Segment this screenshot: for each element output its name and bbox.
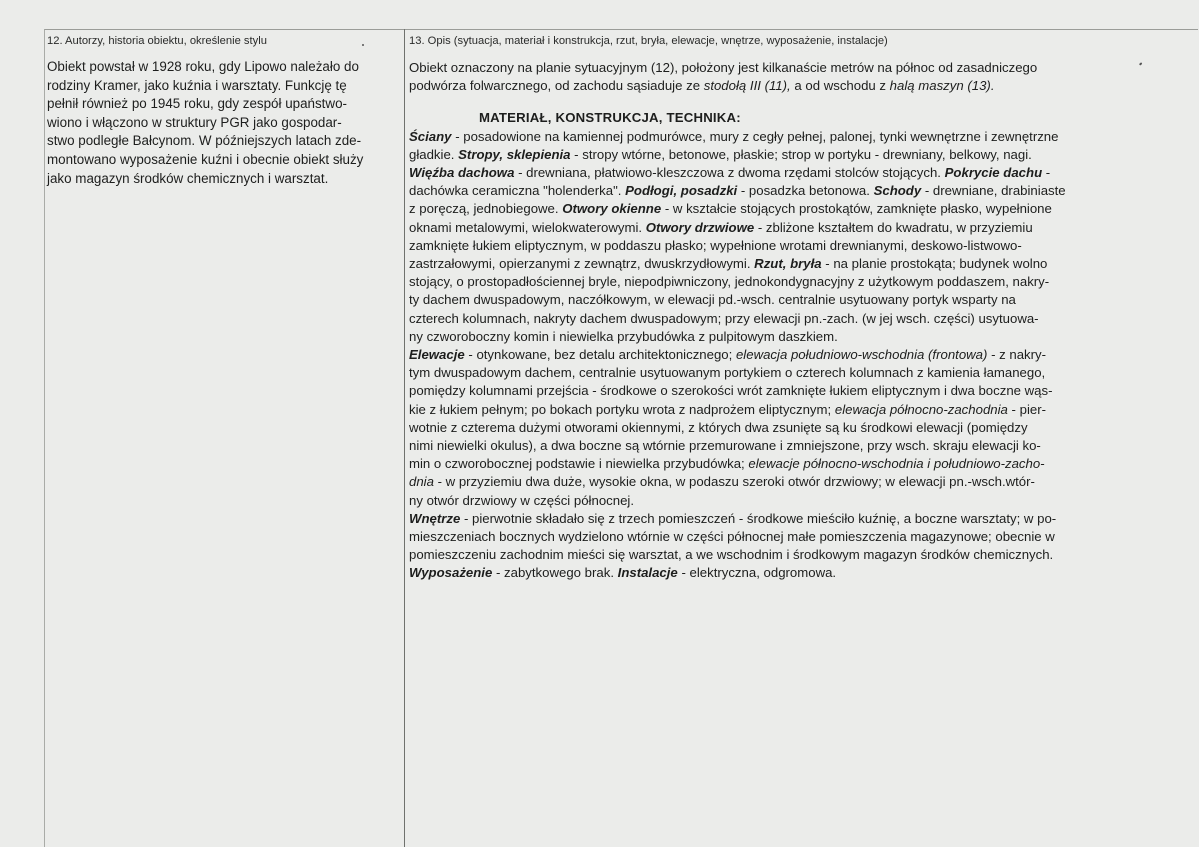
text-run: min o czworobocznej podstawie i niewielka przybudówka; xyxy=(409,456,749,472)
text-line xyxy=(409,364,1147,382)
subsection-label: Otwory drzwiowe xyxy=(645,219,755,235)
text-line xyxy=(409,128,1147,146)
text-run: stojący, o prostopadłościennej bryle, niepodpiwniczony, jednokondygnacyjny z użytkowym poddaszem, nakry- xyxy=(409,274,1050,290)
text-run: z poręczą, jednobiegowe. xyxy=(409,201,563,217)
history-text xyxy=(47,58,401,188)
text-line xyxy=(409,255,1147,273)
text-run: - otynkowane, bez detalu architektonicznego; xyxy=(464,347,736,363)
text-run: - pier- xyxy=(1007,401,1046,417)
text-run: - zabytkowego brak. xyxy=(492,565,618,581)
text-run: - drewniane, drabiniaste xyxy=(921,183,1066,199)
text-run: - w kształcie stojących prostokątów, zamknięte płasko, wypełnione xyxy=(661,201,1052,217)
text-run: mieszczeniach bocznych wydzielono wtórnie w części północnej małe pomieszczenia magazynowe; obecnie w xyxy=(409,529,1055,545)
text-line xyxy=(409,219,1147,237)
text-line xyxy=(409,473,1147,491)
text-line xyxy=(409,77,1147,95)
subsection-label: Stropy, sklepienia xyxy=(458,146,571,162)
italic-text: elewacja północno-zachodnia xyxy=(834,401,1008,417)
text-line: montowano wyposażenie kuźni i obecnie obiekt służy xyxy=(47,151,364,167)
text-line xyxy=(409,273,1147,291)
text-run: - pierwotnie składało się z trzech pomieszczeń - środkowe mieściło kuźnię, a boczne warsztaty; w po- xyxy=(460,510,1057,526)
text-line: wiono i włączono w struktury PGR jako gospodar- xyxy=(47,114,342,130)
text-line xyxy=(409,164,1147,182)
text-line xyxy=(409,455,1147,473)
text-line xyxy=(409,546,1147,564)
subsection-label: Otwory okienne xyxy=(562,201,662,217)
text-run: zastrzałowymi, opierzanymi z zewnątrz, dwuskrzydłowymi. xyxy=(409,256,755,272)
text-run: - posadzka betonowa. xyxy=(737,183,874,199)
italic-text: dnia xyxy=(409,474,434,490)
text-run: - elektryczna, odgromowa. xyxy=(677,565,837,581)
text-line xyxy=(409,564,1147,582)
subsection-label: Podłogi, posadzki xyxy=(625,183,738,199)
text-run: podwórza folwarcznego, od zachodu sąsiaduje ze xyxy=(409,78,704,94)
text-line: pełnił również po 1945 roku, gdy zespół upaństwo- xyxy=(47,96,347,112)
text-run: kie z łukiem pełnym; po bokach portyku wrota z nadprożem eliptycznym; xyxy=(409,401,835,417)
subsection-label: Ściany xyxy=(409,128,452,144)
italic-text: halą maszyn (13). xyxy=(889,78,995,94)
description-section xyxy=(409,33,1147,583)
text-line xyxy=(409,510,1147,528)
history-heading: 12. Autorzy, historia obiektu, określenie stylu xyxy=(47,35,267,47)
construction-details-text xyxy=(409,128,1147,583)
text-line xyxy=(409,492,1147,510)
text-run: wotnie z czterema dużymi otworami okiennymi, z których dwa zsunięte są ku środkowi elewacji (pomiędzy xyxy=(409,419,1028,435)
text-run: ty dachem dwuspadowym, naczółkowym, w elewacji pd.-wsch. centralnie usytuowany portyk wsparty na xyxy=(409,292,1016,308)
text-run: nimi niewielki okulus), a dwa boczne są wtórnie przemurowane i zmniejszone, przy wsch. skraju elewacji ko- xyxy=(409,438,1041,454)
text-run: pomieszczeniu zachodnim mieści się warsztat, a we wschodnim i środkowym magazyn środków chemicznych. xyxy=(409,547,1054,563)
text-line xyxy=(409,310,1147,328)
text-line: Obiekt powstał w 1928 roku, gdy Lipowo należało do xyxy=(47,59,359,74)
text-line xyxy=(409,346,1147,364)
subsection-label: Pokrycie dachu xyxy=(944,165,1043,181)
text-line xyxy=(409,291,1147,309)
column-divider xyxy=(404,29,405,847)
text-run: a od wschodu z xyxy=(790,78,890,94)
situation-text xyxy=(409,59,1147,95)
text-line xyxy=(409,382,1147,400)
text-run: - w przyziemiu dwa duże, wysokie okna, w podaszu szeroki otwór drzwiowy; w elewacji pn.-wsch.wtór- xyxy=(433,474,1035,490)
text-run: - drewniana, płatwiowo-kleszczowa z dwoma rzędami stolców stojących. xyxy=(514,165,945,181)
text-line xyxy=(409,237,1147,255)
subsection-label: Wnętrze xyxy=(409,510,461,526)
text-run: - z nakry- xyxy=(987,347,1047,363)
text-line: stwo podległe Bałcynom. W późniejszych latach zde- xyxy=(47,133,362,149)
text-line xyxy=(409,146,1147,164)
text-line xyxy=(409,401,1147,419)
history-section xyxy=(47,33,401,188)
text-line xyxy=(409,182,1147,200)
italic-text: elewacje północno-wschodnia i południowo-zacho- xyxy=(748,456,1045,472)
text-run: pomiędzy kolumnami przejścia - środkowe o szerokości wrót zamknięte łukiem eliptycznym i dwa boczne wąs- xyxy=(409,383,1053,399)
text-run: gładkie. xyxy=(409,146,459,162)
text-run: - stropy wtórne, betonowe, płaskie; strop w portyku - drewniany, belkowy, nagi. xyxy=(570,146,1032,162)
text-line xyxy=(409,200,1147,218)
text-run: - zbliżone kształtem do kwadratu, w przyziemiu xyxy=(754,219,1033,235)
text-run: ny czworoboczny komin i niewielka przybudówka z pulpitowym daszkiem. xyxy=(409,328,838,344)
subsection-label: Instalacje xyxy=(617,565,678,581)
text-run: zamknięte łukiem eliptycznym, w poddaszu płasko; wypełnione wrotami drewnianymi, deskowo-listwowo- xyxy=(409,237,1022,253)
text-run: czterech kolumnach, nakryty dachem dwuspadowym; przy elewacji pn.-zach. (w jej wsch. części) usytuowa- xyxy=(409,310,1039,326)
subsection-label: Schody xyxy=(873,183,922,199)
italic-text: elewacja południowo-wschodnia (frontowa) xyxy=(735,347,988,363)
text-run: dachówka ceramiczna "holenderka". xyxy=(409,183,626,199)
text-run: Obiekt oznaczony na planie sytuacyjnym (12), położony jest kilkanaście metrów na północ od zasadniczego xyxy=(409,60,1038,75)
text-run: - na planie prostokąta; budynek wolno xyxy=(821,256,1048,272)
text-line xyxy=(409,528,1147,546)
text-line: rodziny Kramer, jako kuźnia i warsztaty. Funkcję tę xyxy=(47,77,347,93)
subsection-label: Więźba dachowa xyxy=(409,165,515,181)
description-heading: 13. Opis (sytuacja, materiał i konstrukcja, rzut, bryła, elewacje, wnętrze, wyposażenie, instalacje) xyxy=(409,35,888,47)
text-run: - posadowione na kamiennej podmurówce, mury z cegły pełnej, palonej, tynki wewnętrzne i zewnętrzne xyxy=(451,128,1059,144)
italic-text: stodołą III (11), xyxy=(703,78,791,94)
subsection-label: Rzut, bryła xyxy=(754,256,822,272)
text-line xyxy=(409,59,1147,77)
subsection-label: Elewacje xyxy=(409,347,465,363)
text-run: oknami metalowymi, wielokwaterowymi. xyxy=(409,219,646,235)
text-run: - xyxy=(1042,165,1051,181)
text-line xyxy=(409,328,1147,346)
text-line xyxy=(409,419,1147,437)
subsection-label: Wyposażenie xyxy=(409,565,493,581)
text-run: ny otwór drzwiowy w części północnej. xyxy=(409,492,635,508)
materials-section-title: MATERIAŁ, KONSTRUKCJA, TECHNIKA: xyxy=(479,110,741,126)
text-line: jako magazyn środków chemicznych i warsztat. xyxy=(47,170,329,186)
text-line xyxy=(409,437,1147,455)
text-run: tym dwuspadowym dachem, centralnie usytuowanym portykiem o czterech kolumnach z kamienia łamanego, xyxy=(409,365,1046,381)
